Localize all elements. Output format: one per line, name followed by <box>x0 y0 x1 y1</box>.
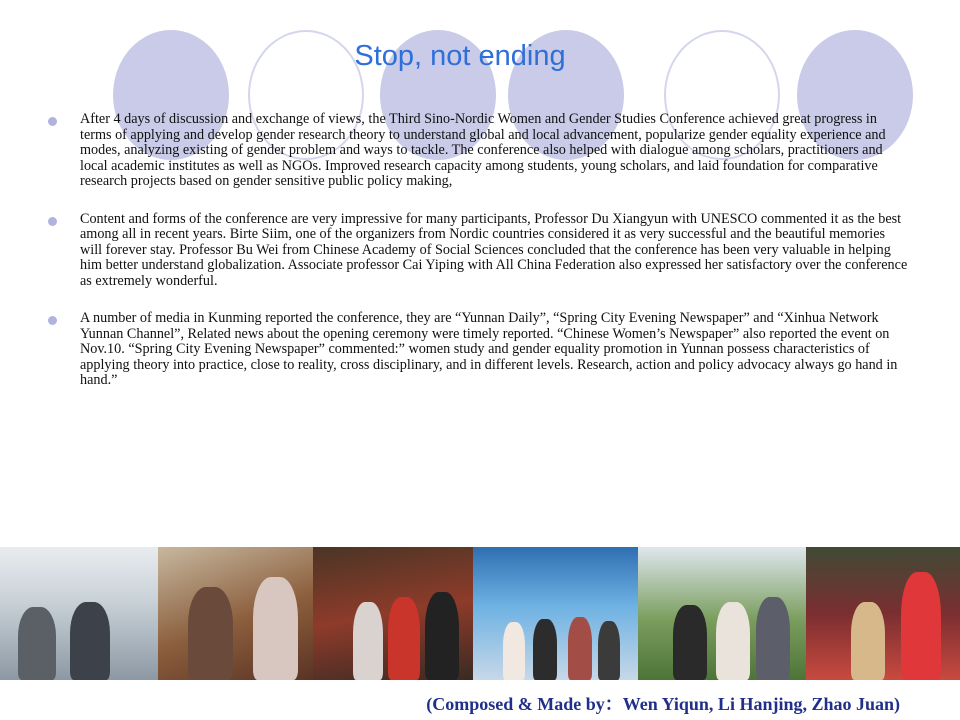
photo-strip <box>0 547 960 680</box>
bullet-text: Content and forms of the conference are very impressive for many participants, Professor Du Xiangyun with UNESCO commented it as the best among all in recent years. Birte Siim, one of the organizers from Nordic countries considered it as very successful and the beautiful memories will forever stay. Professor Bu Wei from Chinese Academy of Social Sciences concluded that the conference has been very valuable in helping him better understand globalization. Associate professor Cai Yiping with All China Federation also expressed her satisfactory over the conference as extremely wonderful. <box>80 210 908 289</box>
conference-photo <box>806 547 960 680</box>
conference-photo <box>313 547 473 680</box>
bullet-list <box>48 112 908 411</box>
bullet-icon <box>48 316 57 325</box>
conference-photo <box>0 547 158 680</box>
bullet-icon <box>48 217 57 226</box>
conference-photo <box>638 547 806 680</box>
bullet-item <box>48 112 908 190</box>
credit-line: (Composed & Made by：Wen Yiqun, Li Hanjing, Zhao Juan) <box>426 694 900 714</box>
conference-photo <box>473 547 638 680</box>
bullet-item <box>48 212 908 290</box>
conference-photo <box>158 547 313 680</box>
bullet-icon <box>48 117 57 126</box>
bullet-text: After 4 days of discussion and exchange of views, the Third Sino-Nordic Women and Gender Studies Conference achieved great progress in terms of applying and develop gender research theory to understand global and local advancement, popularize gender equality experience and modes, analyzing existing of gender problem and ways to tackle. The conference also helped with dialogue among scholars, practitioners and local academic institutes as well as NGOs. Improved research capacity among students, young scholars, and laid foundation for comparative research projects based on gender sensitive public policy making, <box>80 111 886 189</box>
slide-title: Stop, not ending <box>354 40 566 72</box>
bullet-text: A number of media in Kunming reported the conference, they are “Yunnan Daily”, “Spring City Evening Newspaper” and “Xinhua Network Yunnan Channel”, Related news about the opening ceremony were timely reported. “Chinese Women’s Newspaper” also reported the event on Nov.10. “Spring City Evening Newspaper” commented:” women study and gender equality promotion in Yunnan possess characteristics of applying theory into practice, close to reality, cross disciplinary, and in different levels. Research, action and policy advocacy always go hand in hand.” <box>80 310 898 388</box>
bullet-item <box>48 311 908 389</box>
